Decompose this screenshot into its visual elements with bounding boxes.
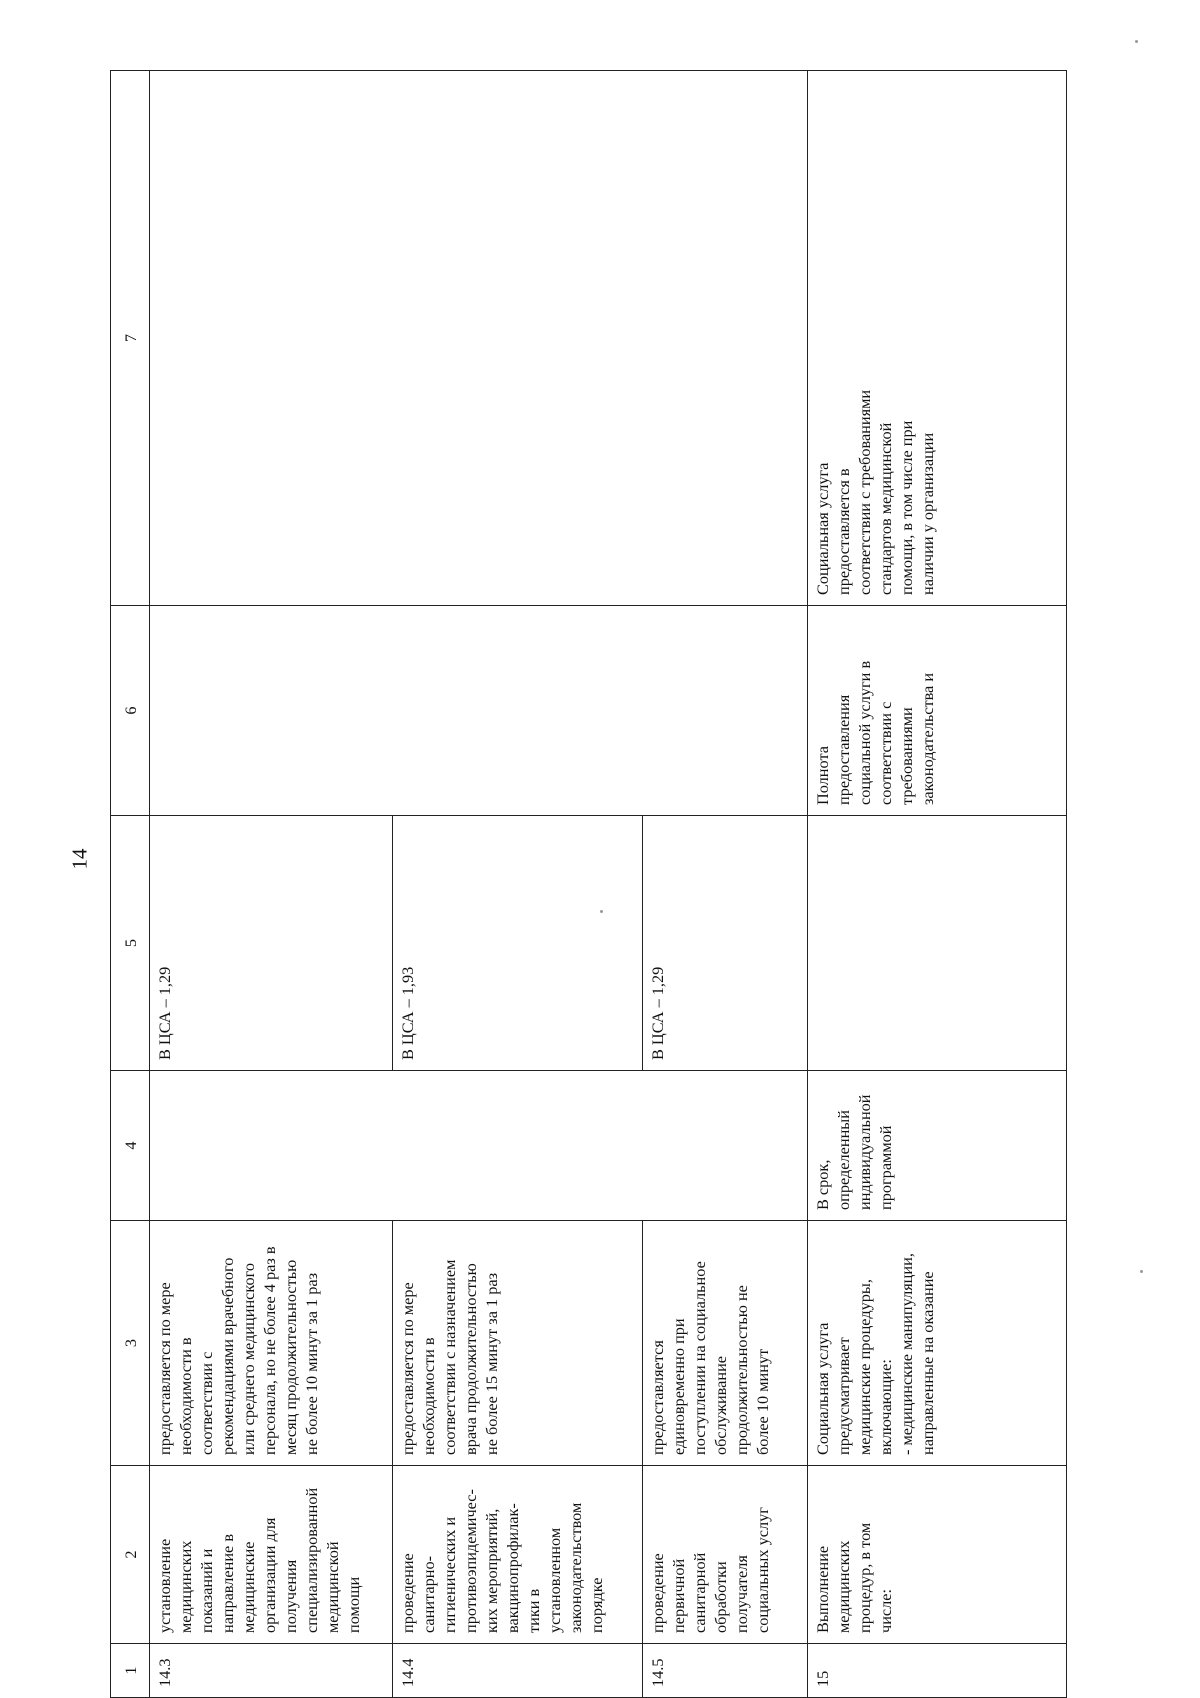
row-number: 15 <box>808 1644 1067 1698</box>
service-description: предоставляется по мере необходимости в соответствии с рекомендациями врачебного или среднего медицинского персонала, но не более 4 раз в месяц продолжительностью не более 10 минут за 1 раз <box>150 1221 393 1466</box>
header-col-2: 2 <box>111 1466 150 1644</box>
service-name: установление медицинских показаний и направление в медицинские организации для получения специализированной медицинской помощи <box>150 1466 393 1644</box>
service-description: предоставляется единовременно при поступлении на социальное обслуживание продолжительностью не более 10 минут <box>643 1221 808 1466</box>
services-table <box>110 70 1067 1698</box>
header-col-6: 6 <box>111 606 150 816</box>
service-name: проведение первичной санитарной обработки получателя социальных услуг <box>643 1466 808 1644</box>
tariff-cell: В ЦСА – 1,93 <box>393 816 643 1071</box>
service-description: Социальная услуга предусматривает медицинские процедуры, включающие: - медицинские манипуляции, направленные на оказание <box>808 1221 1067 1466</box>
tariff-cell <box>808 816 1067 1071</box>
header-col-7: 7 <box>111 71 150 606</box>
row-number: 14.3 <box>150 1644 393 1698</box>
term-cell-empty <box>150 1071 808 1221</box>
service-name: проведение санитарно- гигиенических и противоэпидемичес- ких мероприятий, вакцинопрофилак- тики в установленном законодательством порядке <box>393 1466 643 1644</box>
scan-speck <box>600 910 603 913</box>
table-row <box>150 71 393 1698</box>
header-col-5: 5 <box>111 816 150 1071</box>
page-number: 14 <box>67 848 92 870</box>
header-row <box>111 71 150 1698</box>
row-number: 14.4 <box>393 1644 643 1698</box>
rotated-table-wrapper <box>110 71 1067 1698</box>
scan-speck <box>1140 1270 1143 1273</box>
table-row <box>808 71 1067 1698</box>
header-col-3: 3 <box>111 1221 150 1466</box>
quality-cell: Полнота предоставления социальной услуги в соответствии с требованиями законодательства и <box>808 606 1067 816</box>
tariff-cell: В ЦСА – 1,29 <box>643 816 808 1071</box>
conditions-cell-empty <box>150 71 808 606</box>
scan-speck <box>1135 40 1138 43</box>
service-name: Выполнение медицинских процедур, в том числе: <box>808 1466 1067 1644</box>
header-col-4: 4 <box>111 1071 150 1221</box>
tariff-cell: В ЦСА – 1,29 <box>150 816 393 1071</box>
conditions-cell: Социальная услуга предоставляется в соответствии с требованиями стандартов медицинской помощи, в том числе при наличии у организации <box>808 71 1067 606</box>
row-number: 14.5 <box>643 1644 808 1698</box>
service-description: предоставляется по мере необходимости в соответствии с назначением врача продолжительностью не более 15 минут за 1 раз <box>393 1221 643 1466</box>
quality-cell-empty <box>150 606 808 816</box>
term-cell: В срок, определенный индивидуальной программой <box>808 1071 1067 1221</box>
header-col-1: 1 <box>111 1644 150 1698</box>
